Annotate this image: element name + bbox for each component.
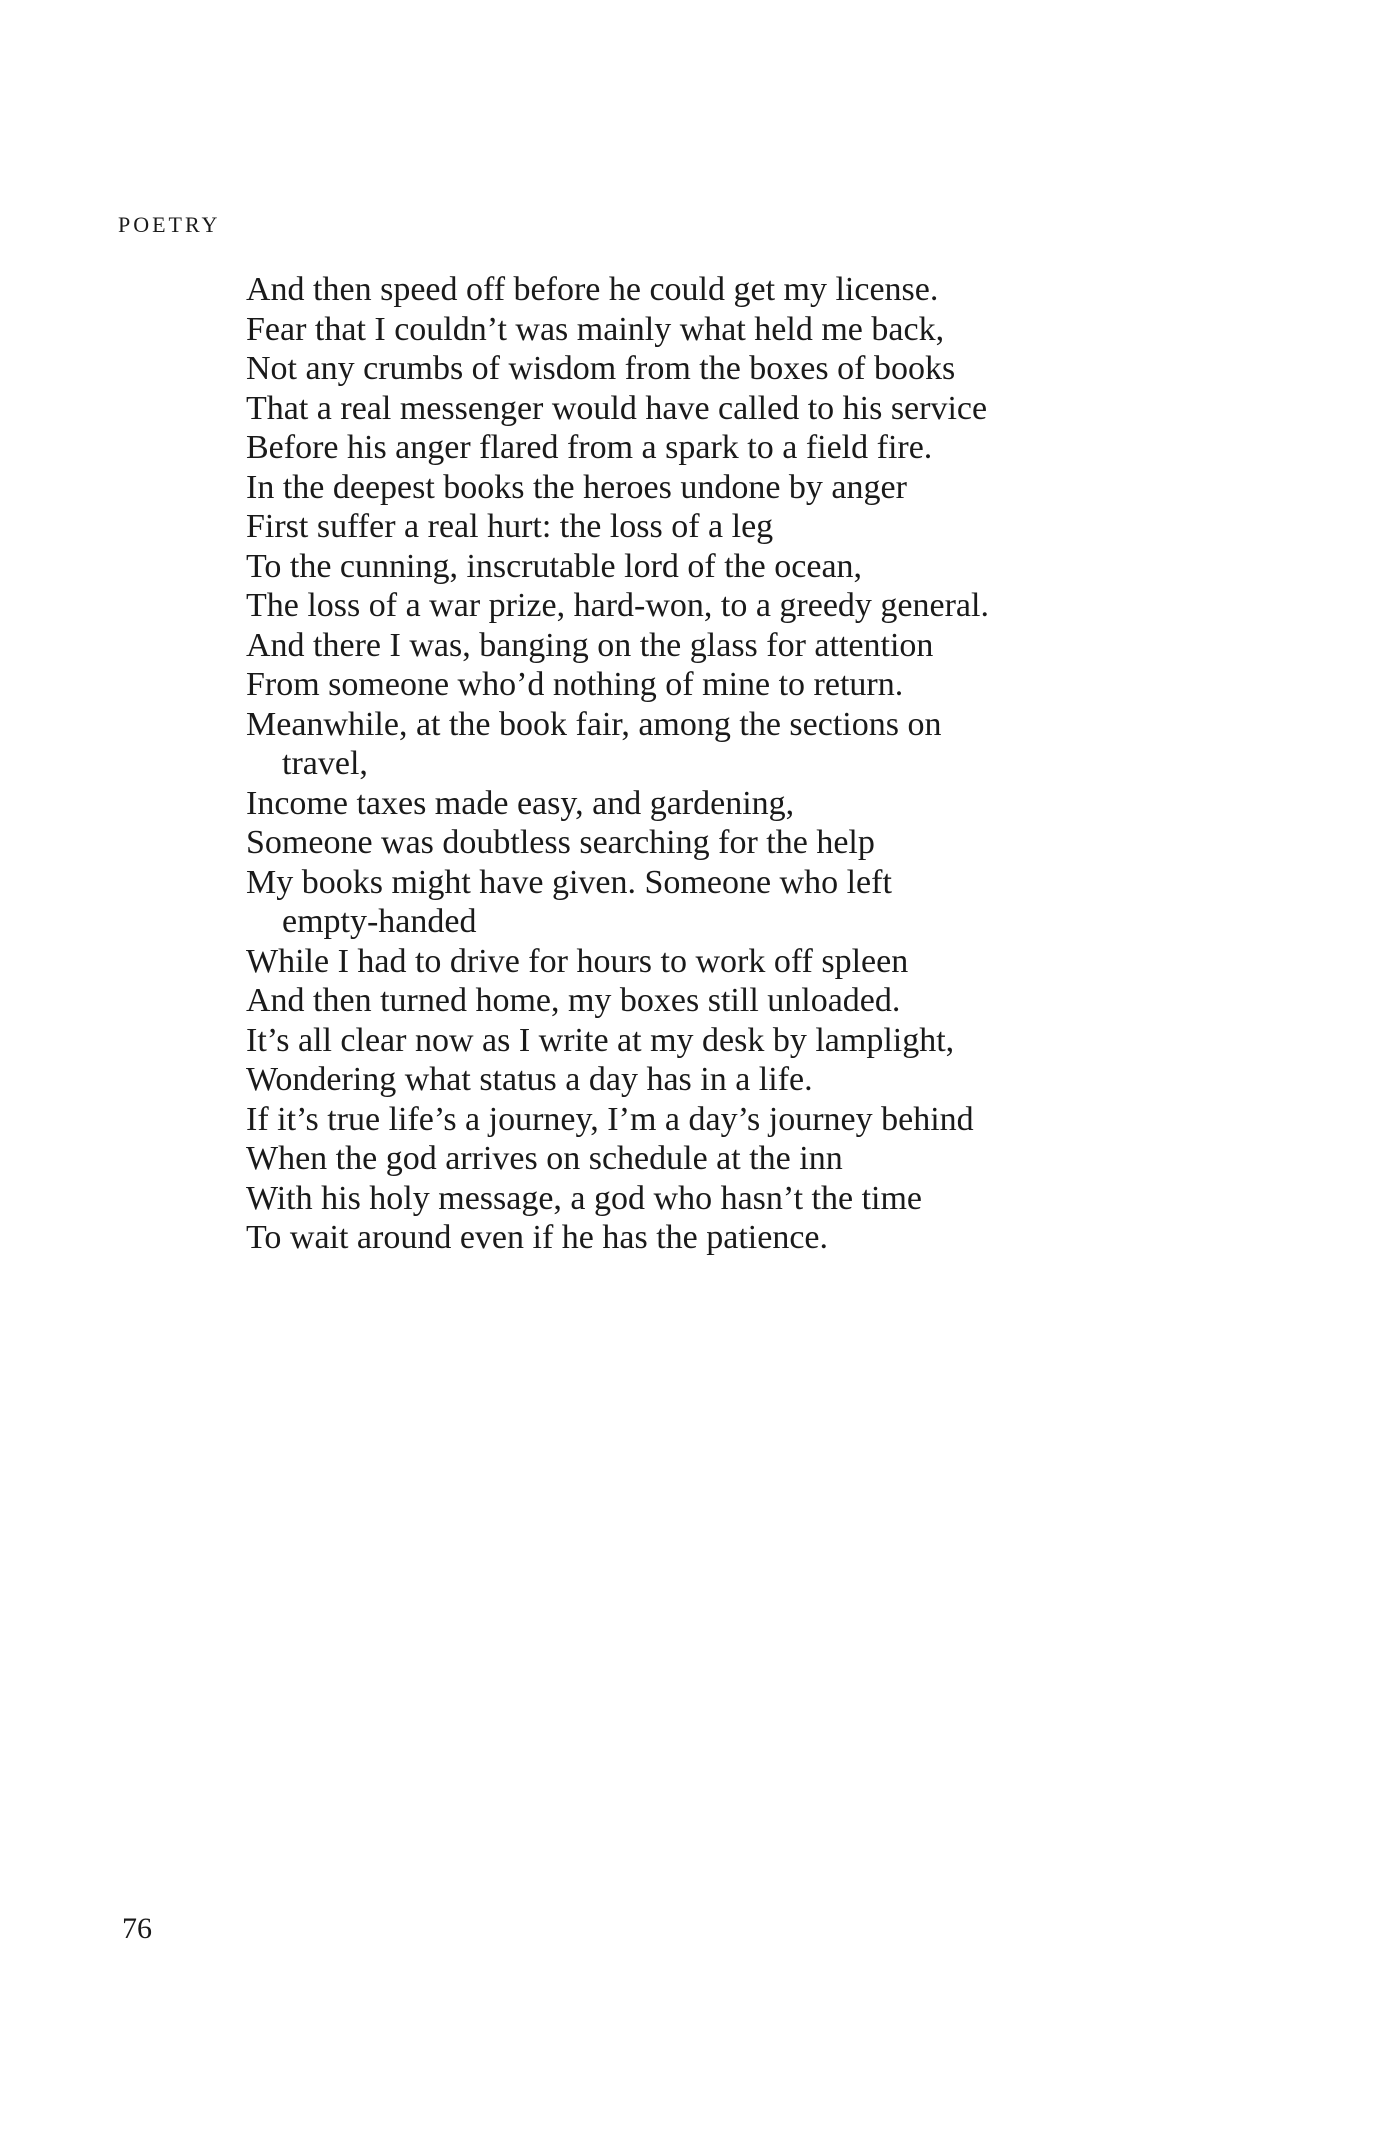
poem-line: While I had to drive for hours to work off spleen [246,942,909,980]
poem-line: Meanwhile, at the book fair, among the sections on [246,705,942,743]
poem-line: Before his anger flared from a spark to a field fire. [246,429,933,466]
poem-line: And then turned home, my boxes still unloaded. [246,982,901,1019]
poem-line: From someone who’d nothing of mine to return. [246,666,904,703]
poem-body [246,270,1346,1258]
poem-line: To the cunning, inscrutable lord of the ocean, [246,547,863,585]
poem-line: The loss of a war prize, hard-won, to a greedy general. [246,587,989,624]
poem-line: With his holy message, a god who hasn’t the time [246,1179,923,1217]
page-number: 76 [122,1912,152,1945]
poem-line: First suffer a real hurt: the loss of a leg [246,508,774,545]
poem-line: My books might have given. Someone who left [246,863,892,901]
poem-line: Someone was doubtless searching for the help [246,824,875,861]
poem-line-turnover: travel, [282,745,368,782]
poem-line: In the deepest books the heroes undone by anger [246,468,907,506]
poem-line: Wondering what status a day has in a life. [246,1061,813,1098]
poem-line-turnover: empty-handed [282,903,477,940]
poem-line: Income taxes made easy, and gardening, [246,784,795,822]
poem-line: And then speed off before he could get my license. [246,271,939,308]
poem-line: To wait around even if he has the patience. [246,1219,829,1256]
poem-line: It’s all clear now as I write at my desk by lamplight, [246,1021,955,1059]
poem-line: Not any crumbs of wisdom from the boxes of books [246,350,956,387]
poem-line: That a real messenger would have called to his service [246,389,988,427]
running-head: POETRY [118,212,221,237]
poem-line: Fear that I couldn’t was mainly what held me back, [246,310,945,348]
poem-line: If it’s true life’s a journey, I’m a day’s journey behind [246,1100,974,1138]
poem-line: And there I was, banging on the glass for attention [246,626,934,664]
poem-line: When the god arrives on schedule at the inn [246,1140,843,1177]
